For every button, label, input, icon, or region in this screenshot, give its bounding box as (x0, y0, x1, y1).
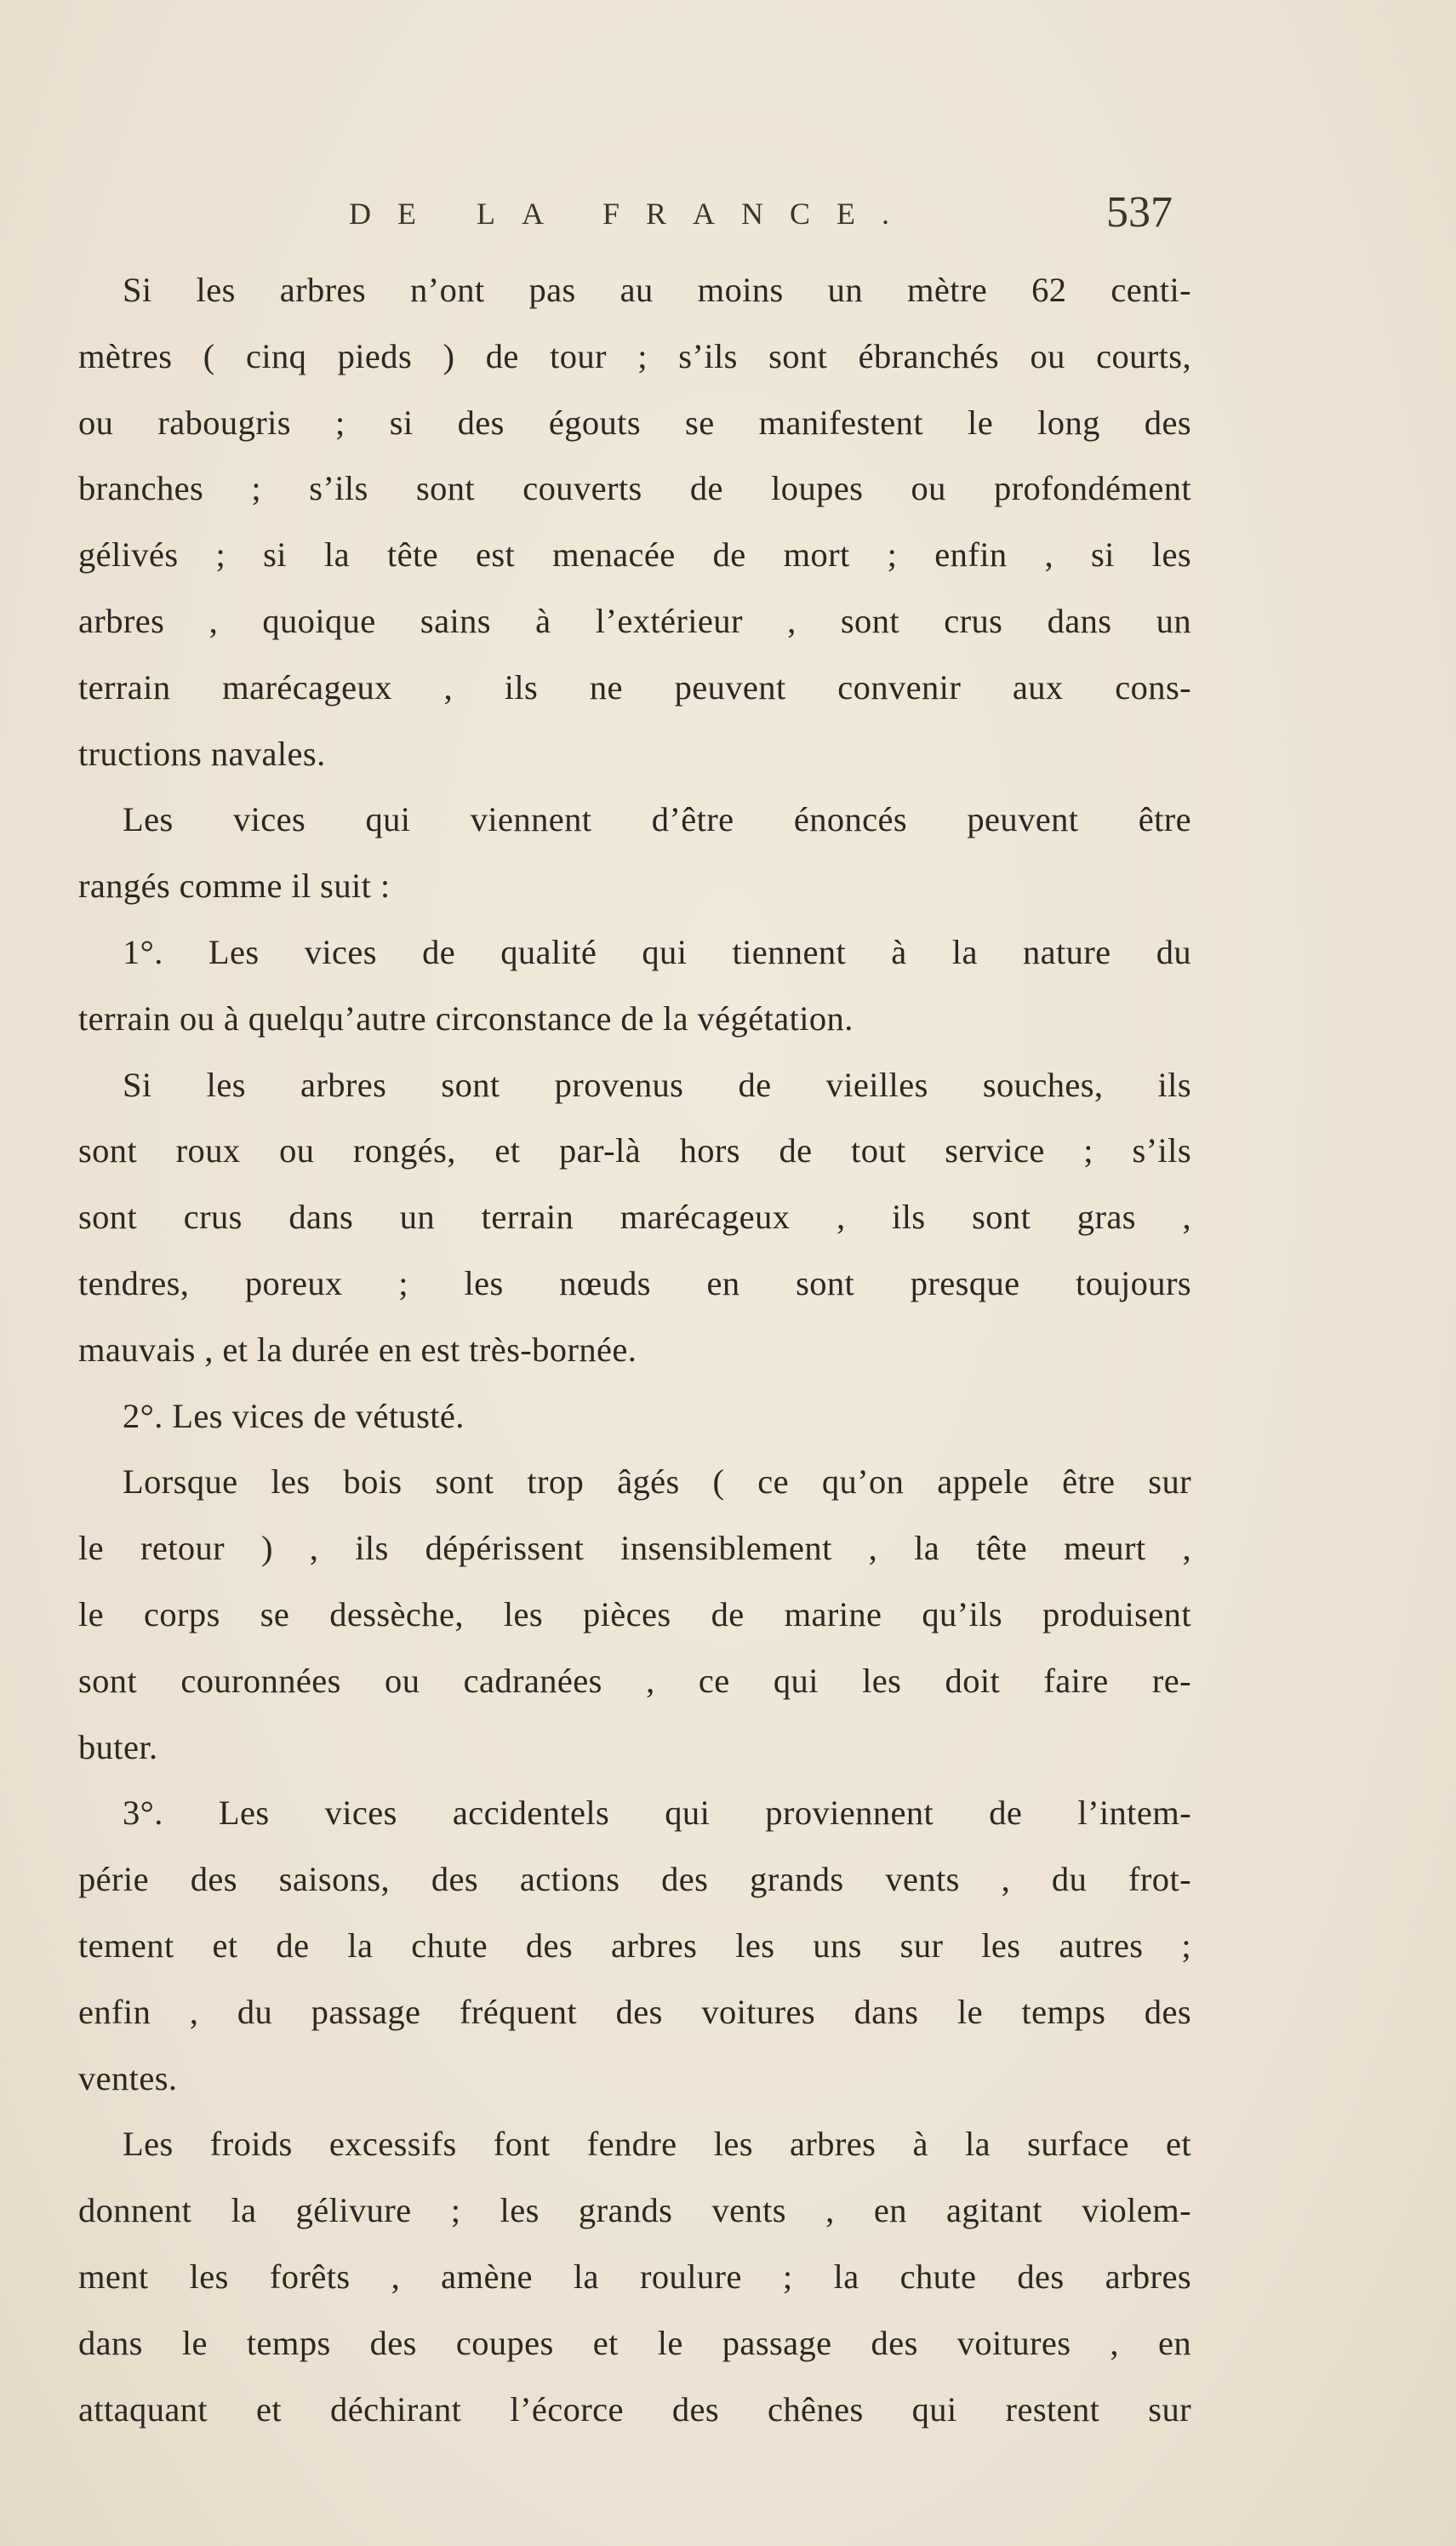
body-text (78, 257, 1191, 2442)
text-line: terrain ou à quelqu’autre circonstance de la végétation. (78, 998, 854, 1038)
text-line: rangés comme il suit : (78, 867, 391, 906)
text-line: Les vices qui viennent d’être énoncés peuvent être (123, 800, 1191, 839)
text-line: sont roux ou rongés, et par-là hors de tout service ; s’ils (78, 1131, 1191, 1170)
text-line: 1°. Les vices de qualité qui tiennent à la nature du (123, 932, 1191, 971)
text-line: Si les arbres sont provenus de vieilles souches, ils (123, 1065, 1191, 1104)
page-number: 537 (1106, 188, 1173, 237)
text-line: mètres ( cinq pieds ) de tour ; s’ils sont ébranchés ou courts, (78, 336, 1191, 375)
text-line: attaquant et déchirant l’écorce des chênes qui restent sur (78, 2389, 1191, 2429)
text-line: périe des saisons, des actions des grands vents , du frot- (78, 1860, 1191, 1899)
text-line: sont crus dans un terrain marécageux , ils sont gras , (78, 1198, 1191, 1237)
text-line: dans le temps des coupes et le passage des voitures , en (78, 2323, 1191, 2362)
text-line: ventes. (78, 2058, 178, 2097)
text-line: sont couronnées ou cadranées , ce qui les doit faire re- (78, 1661, 1191, 1700)
text-line: Lorsque les bois sont trop âgés ( ce qu’on appele être sur (123, 1462, 1191, 1502)
text-line: donnent la gélivure ; les grands vents , en agitant violem- (78, 2191, 1191, 2230)
text-line: le retour ) , ils dépérissent insensiblement , la tête meurt , (78, 1529, 1191, 1568)
text-line: le corps se dessèche, les pièces de marine qu’ils produisent (78, 1594, 1191, 1633)
text-line: mauvais , et la durée en est très-bornée. (78, 1330, 637, 1369)
text-line: arbres , quoique sains à l’extérieur , sont crus dans un (78, 601, 1191, 640)
page-header (0, 189, 1456, 240)
text-line: 2°. Les vices de vétusté. (123, 1396, 465, 1435)
text-line: tendres, poreux ; les nœuds en sont presque toujours (78, 1263, 1191, 1302)
text-line: branches ; s’ils sont couverts de loupes ou profondément (78, 469, 1191, 508)
text-line: terrain marécageux , ils ne peuvent convenir aux cons- (78, 667, 1191, 707)
text-line: Les froids excessifs font fendre les arbres à la surface et (123, 2125, 1191, 2164)
text-line: buter. (78, 1727, 158, 1766)
text-line: Si les arbres n’ont pas au moins un mètre 62 centi- (123, 271, 1191, 309)
text-line: tructions navales. (78, 734, 326, 773)
text-line: ment les forêts , amène la roulure ; la chute des arbres (78, 2257, 1191, 2296)
running-title: DE LA FRANCE. (349, 197, 916, 231)
text-line: gélivés ; si la tête est menacée de mort ; enfin , si les (78, 535, 1191, 575)
text-line: enfin , du passage fréquent des voitures dans le temps des (78, 1992, 1191, 2031)
text-line: 3°. Les vices accidentels qui proviennent de l’intem- (123, 1794, 1191, 1833)
text-line: tement et de la chute des arbres les uns sur les autres ; (78, 1925, 1191, 1965)
text-line: ou rabougris ; si des égouts se manifestent le long des (78, 403, 1191, 442)
